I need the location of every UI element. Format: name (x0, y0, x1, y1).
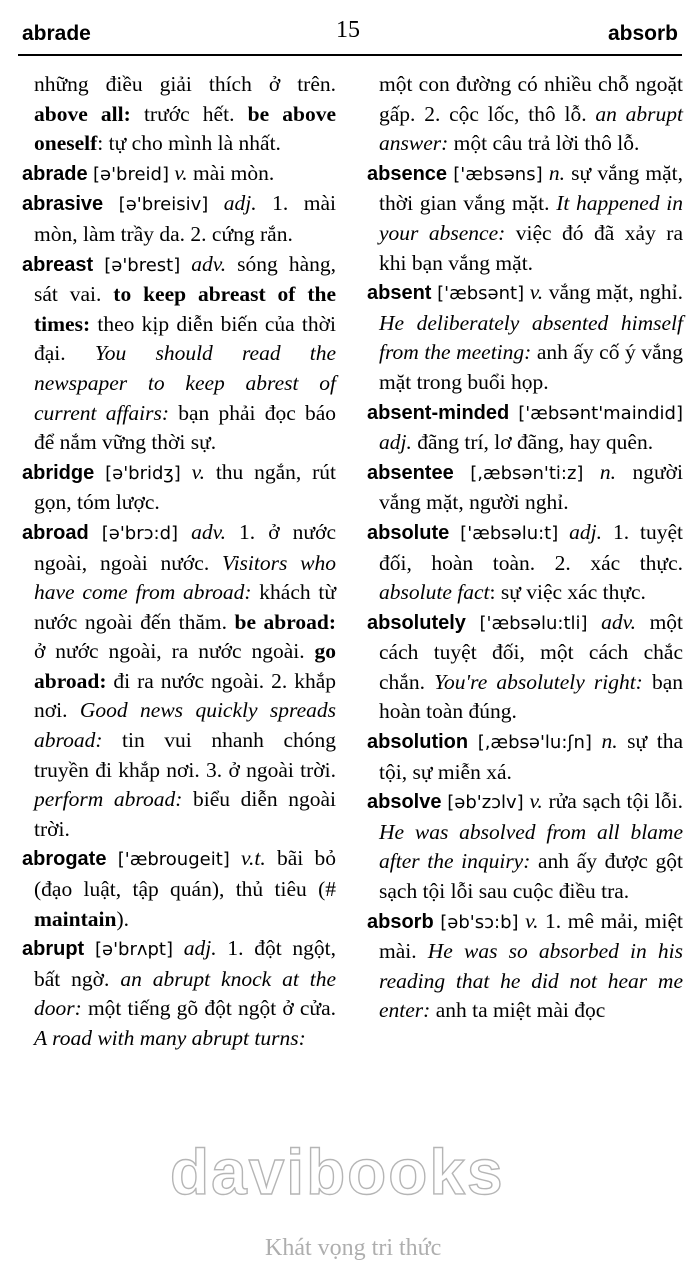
dictionary-entry-absolutely: absolutely ['æbsəlu:tli] adv. một cách tuyệt đối, một cách chắc chắn. You're absolutely right: bạn hoàn toàn đúng. (367, 609, 684, 724)
entry-headword: absolute (367, 521, 450, 544)
entry-headword: absence (367, 162, 448, 185)
entry-headword: abrupt (22, 938, 85, 961)
dictionary-entry-abrupt: abrupt [ə'brʌpt] adj. 1. đột ngột, bất ngờ. an abrupt knock at the door: một tiếng gõ đột ngột ở cửa. A road with many abrupt turns: (22, 936, 337, 1050)
entry-headword: absolve (367, 791, 442, 814)
watermark-brand: davibooks (170, 1136, 505, 1208)
entry-headword: abreast (22, 253, 94, 276)
entry-headword: abrade (22, 162, 88, 185)
dictionary-entry-continued: những điều giải thích ở trên. above all: trước hết. be above oneself: tự cho mình là nhất. (34, 72, 337, 156)
entry-headword: absolutely (367, 611, 466, 634)
dictionary-entry-absolute: absolute ['æbsəlu:t] adj. 1. tuyệt đối, hoàn toàn. 2. xác thực. absolute fact: sự việc xác thực. (367, 519, 683, 605)
entry-headword: abrogate (22, 848, 107, 871)
header-right-headword: absorb (607, 22, 678, 45)
dictionary-entry-abrade: abrade [ə'breid] v. mài mòn. (22, 160, 275, 185)
entry-headword: abroad (22, 521, 89, 544)
dictionary-entry-absent-minded: absent-minded ['æbsənt'maindid] adj. đãng trí, lơ đãng, hay quên. (367, 401, 683, 455)
header-rule (18, 54, 682, 56)
right-column (367, 70, 683, 1026)
entry-headword: absent (367, 282, 432, 305)
dictionary-entry-absent: absent ['æbsənt] v. vắng mặt, nghỉ. He deliberately absented himself from the meeting: anh ấy cố ý vắng mặt trong buổi họp. (367, 280, 684, 394)
dictionary-entry-absorb: absorb [əb'sɔ:b] v. 1. mê mải, miệt mài. He was so absorbed in his reading that he did not hear me enter: anh ta miệt mài đọc (367, 908, 684, 1023)
entry-headword: absent-minded (367, 401, 510, 424)
watermark-tagline: Khát vọng tri thức (265, 1235, 442, 1261)
dictionary-entry-absolve: absolve [əb'zɔlv] v. rửa sạch tội lỗi. He was absolved from all blame after the inquiry: anh ấy được gột sạch tội lỗi sau cuộc điều tra. (367, 789, 684, 904)
left-column (22, 70, 336, 1054)
dictionary-entry-abrogate: abrogate ['æbrougeit] v.t. bãi bỏ (đạo luật, tập quán), thủ tiêu (# maintain). (22, 846, 336, 931)
dictionary-entry-absentee: absentee [,æbsən'ti:z] n. người vắng mặt, người nghỉ. (367, 459, 683, 515)
entry-headword: absorb (367, 910, 434, 933)
dictionary-entry-abroad: abroad [ə'brɔ:d] adv. 1. ở nước ngoài, ngoài nước. Visitors who have come from abroad: khách từ nước ngoài đến thăm. be abroad: ở nước ngoài, ra nước ngoài. go abroad: đi ra nước ngoài. 2. khắp nơi. Good news quickly spreads abroad: tin vui nhanh chóng truyền đi khắp nơi. 3. ở ngoài trời. perform abroad: biểu diễn ngoài trời. (22, 519, 337, 841)
dictionary-entry-abridge: abridge [ə'bridʒ] v. thu ngắn, rút gọn, tóm lược. (22, 459, 337, 515)
entry-headword: absolution (367, 731, 469, 754)
dictionary-entry-abrasive: abrasive [ə'breisiv] adj. 1. mài mòn, làm trầy da. 2. cứng rắn. (22, 191, 336, 246)
entry-headword: absentee (367, 461, 454, 484)
header-left-headword: abrade (22, 22, 91, 45)
dictionary-entry-continued: một con đường có nhiều chỗ ngoặt gấp. 2. cộc lốc, thô lỗ. an abrupt answer: một câu trả lời thô lỗ. (379, 72, 683, 156)
dictionary-entry-absence: absence ['æbsəns] n. sự vắng mặt, thời gian vắng mặt. It happened in your absence: việc đó đã xảy ra khi bạn vắng mặt. (367, 160, 684, 275)
entry-headword: abrasive (22, 193, 104, 216)
page-number: 15 (336, 17, 360, 43)
dictionary-entry-abreast: abreast [ə'brest] adv. sóng hàng, sát vai. to keep abreast of the times: theo kịp diễn biến của thời đại. You should read the newspaper to keep abrest of current affairs: bạn phải đọc báo để nắm vững thời sự. (22, 251, 337, 455)
page-header (0, 0, 700, 56)
entry-headword: abridge (22, 461, 95, 484)
dictionary-entry-absolution: absolution [,æbsə'lu:ʃn] n. sự tha tội, sự miễn xá. (367, 729, 684, 784)
watermark (120, 1135, 600, 1275)
